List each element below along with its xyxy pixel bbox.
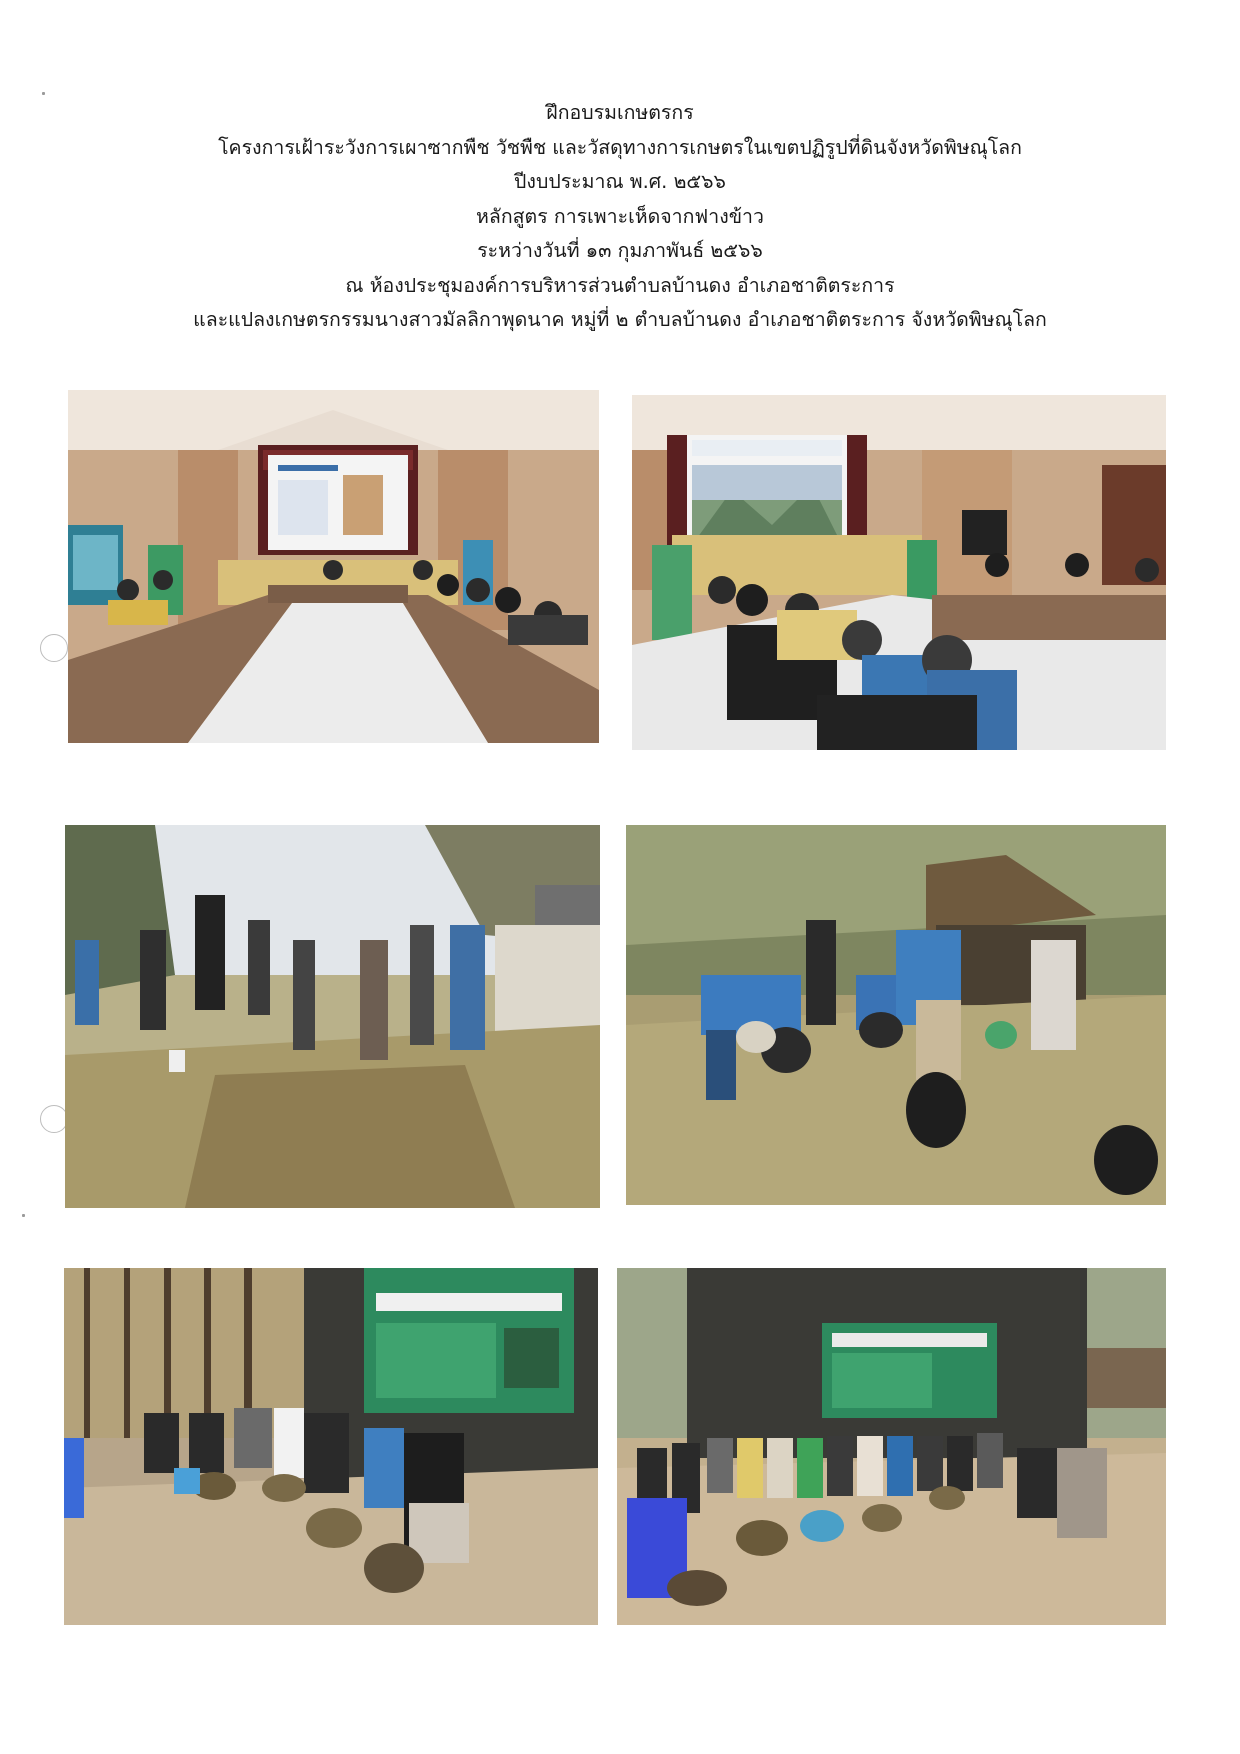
header-title: ฝึกอบรมเกษตรกร [546,101,694,124]
photo-field-group-standing [65,825,600,1208]
binder-hole-bottom [40,1105,68,1133]
photo-meeting-room-1 [68,390,599,743]
header-course: หลักสูตร การเพาะเห็ดจากฟางข้าว [476,204,764,228]
header-project: โครงการเฝ้าระวังการเผาซากพืช วัชพืช และวัสดุทางการเกษตรในเขตปฏิรูปที่ดินจังหวัดพิษณุโลก [218,135,1022,159]
header-date: ระหว่างวันที่ ๑๓ กุมภาพันธ์ ๒๕๖๖ [477,239,763,262]
header-location: และแปลงเกษตรกรรมนางสาวมัลลิกาพุดนาค หมู่ที่ ๒ ตำบลบ้านดง อำเภอชาติตระการ จังหวัดพิษณุโลก [193,308,1047,331]
photo-field-baskets-work [626,825,1166,1205]
header-venue: ณ ห้องประชุมองค์การบริหารส่วนตำบลบ้านดง อำเภอชาติตระการ [345,273,895,297]
photo-meeting-room-2 [632,395,1166,750]
binder-hole-top [40,634,68,662]
photo-banner-group-seated-1 [64,1268,598,1625]
document-header [0,96,1240,338]
photo-banner-group-seated-2 [617,1268,1166,1625]
scan-speck [42,92,45,95]
header-fiscal-year: ปีงบประมาณ พ.ศ. ๒๕๖๖ [514,170,726,193]
scan-speck [22,1214,25,1217]
